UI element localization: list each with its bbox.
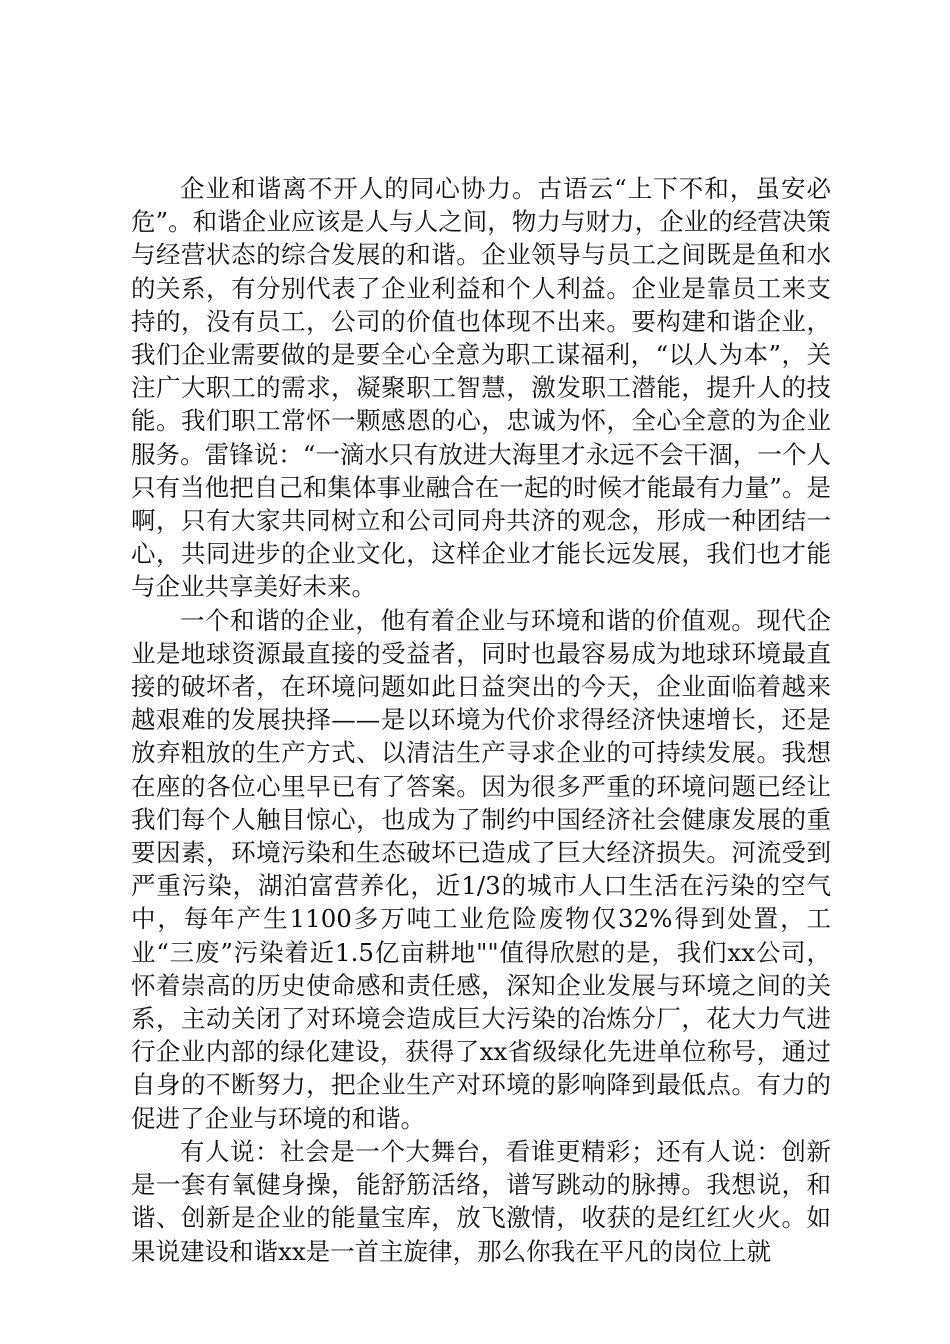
document-body: [131, 172, 831, 1268]
paragraph-1: 企业和谐离不开人的同心协力。古语云“上下不和，虽安必危”。和谐企业应该是人与人之间，物力与财力，企业的经营决策与经营状态的综合发展的和谐。企业领导与员工之间既是鱼和水的关系，有分别代表了企业利益和个人利益。企业是靠员工来支持的，没有员工，公司的价值也体现不出来。要构建和谐企业，我们企业需要做的是要全心全意为职工谋福利，“以人为本”，关注广大职工的需求，凝聚职工智慧，激发职工潜能，提升人的技能。我们职工常怀一颗感恩的心，忠诚为怀，全心全意的为企业服务。雷锋说：“一滴水只有放进大海里才永远不会干涸，一个人只有当他把自己和集体事业融合在一起的时候才能最有力量”。是啊，只有大家共同树立和公司同舟共济的观念，形成一种团结一心，共同进步的企业文化，这样企业才能长远发展，我们也才能与企业共享美好未来。: [131, 174, 831, 602]
paragraph-3: 有人说：社会是一个大舞台，看谁更精彩；还有人说：创新是一套有氧健身操，能舒筋活络，谱写跳动的脉搏。我想说，和谐、创新是企业的能量宝库，放飞激情，收获的是红红火火。如果说建设和谐xx是一首主旋律，那么你我在平凡的岗位上就: [131, 1136, 831, 1266]
paragraph-2: 一个和谐的企业，他有着企业与环境和谐的价值观。现代企业是地球资源最直接的受益者，同时也最容易成为地球环境最直接的破坏者，在环境问题如此日益突出的今天，企业面临着越来越艰难的发展抉择——是以环境为代价求得经济快速增长，还是放弃粗放的生产方式、以清洁生产寻求企业的可持续发展。我想在座的各位心里早已有了答案。因为很多严重的环境问题已经让我们每个人触目惊心，也成为了制约中国经济社会健康发展的重要因素，环境污染和生态破坏已造成了巨大经济损失。河流受到严重污染，湖泊富营养化，近1/3的城市人口生活在污染的空气中，每年产生1100多万吨工业危险废物仅32%得到处置，工业“三废”污染着近1.5亿亩耕地""值得欣慰的是，我们xx公司，怀着崇高的历史使命感和责任感，深知企业发展与环境之间的关系，主动关闭了对环境会造成巨大污染的冶炼分厂，花大力气进行企业内部的绿化建设，获得了xx省级绿化先进单位称号，通过自身的不断努力，把企业生产对环境的影响降到最低点。有力的促进了企业与环境的和谐。: [131, 605, 831, 1133]
